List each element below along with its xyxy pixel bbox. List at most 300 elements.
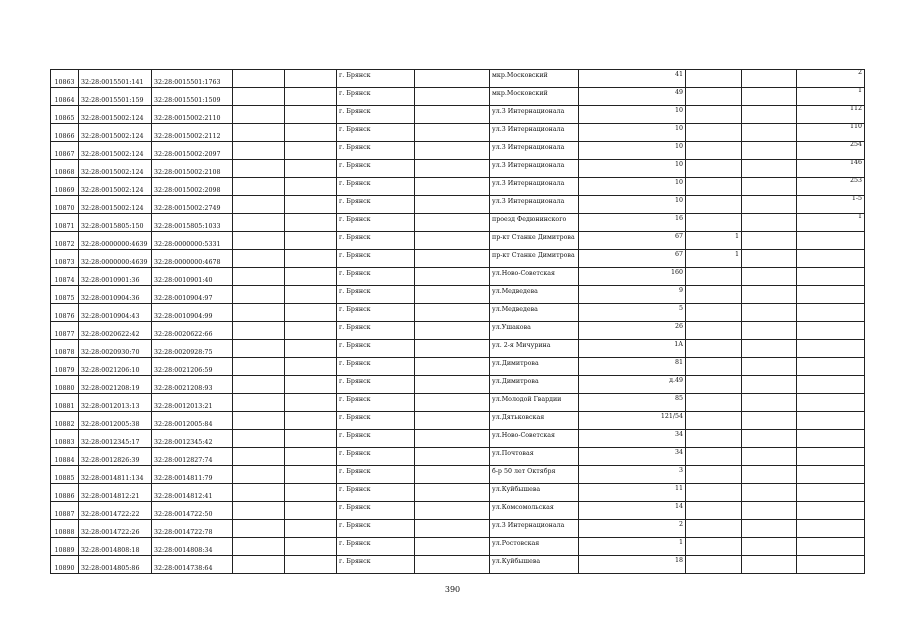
- table-row: [51, 268, 865, 286]
- cadastral-number-cell: [79, 124, 152, 142]
- house-cell: [579, 556, 686, 574]
- empty-cell: [285, 430, 337, 448]
- empty-cell: [233, 214, 285, 232]
- row-number-text: 10886: [54, 492, 75, 500]
- house-text: 10: [674, 142, 683, 150]
- empty-cell: [415, 538, 490, 556]
- object-cadastral-text: 32:28:0020622:66: [154, 330, 213, 338]
- cadastral-number-text: 32:28:0021206:10: [81, 366, 140, 374]
- town-text: г. Брянск: [339, 431, 371, 439]
- empty-cell: [415, 232, 490, 250]
- street-text: пр-кт Станке Димитрова: [492, 251, 575, 259]
- house-text: 9: [678, 286, 683, 294]
- street-cell: [490, 358, 579, 376]
- empty-cell: [742, 214, 797, 232]
- street-text: ул.3 Интернационала: [492, 143, 565, 151]
- cadastral-number-cell: [79, 430, 152, 448]
- object-cadastral-cell: [152, 502, 233, 520]
- apartment-cell: [797, 196, 865, 214]
- street-text: ул.3 Интернационала: [492, 521, 565, 529]
- empty-cell: [285, 520, 337, 538]
- object-cadastral-text: 32:28:0015002:2098: [154, 186, 221, 194]
- street-text: проезд Федюнинского: [492, 215, 567, 223]
- table-row: [51, 412, 865, 430]
- cadastral-number-cell: [79, 394, 152, 412]
- empty-cell: [233, 394, 285, 412]
- house-text: 11: [674, 484, 683, 492]
- table-row: [51, 358, 865, 376]
- cadastral-number-text: 32:28:0012826:39: [81, 456, 140, 464]
- building-text: 1: [734, 232, 739, 240]
- empty-cell: [233, 232, 285, 250]
- empty-cell: [233, 250, 285, 268]
- row-number-text: 10888: [54, 528, 75, 536]
- empty-cell: [415, 520, 490, 538]
- row-number-text: 10885: [54, 474, 75, 482]
- cadastral-number-text: 32:28:0012013:13: [81, 402, 140, 410]
- street-cell: [490, 232, 579, 250]
- empty-cell: [285, 196, 337, 214]
- apartment-cell: [797, 358, 865, 376]
- house-text: 10: [674, 178, 683, 186]
- empty-cell: [415, 394, 490, 412]
- row-number-cell: [51, 268, 79, 286]
- street-cell: [490, 520, 579, 538]
- cadastral-number-cell: [79, 502, 152, 520]
- empty-cell: [742, 70, 797, 88]
- cadastral-number-text: 32:28:0010904:43: [81, 312, 140, 320]
- object-cadastral-cell: [152, 376, 233, 394]
- cadastral-number-text: 32:28:0015002:124: [81, 150, 144, 158]
- town-text: г. Брянск: [339, 287, 371, 295]
- house-text: 16: [674, 214, 683, 222]
- street-text: ул.3 Интернационала: [492, 197, 565, 205]
- row-number-cell: [51, 160, 79, 178]
- object-cadastral-cell: [152, 160, 233, 178]
- cadastral-number-text: 32:28:0014808:18: [81, 546, 140, 554]
- empty-cell: [285, 340, 337, 358]
- house-cell: [579, 268, 686, 286]
- house-cell: [579, 520, 686, 538]
- table-row: [51, 556, 865, 574]
- empty-cell: [233, 484, 285, 502]
- street-text: ул.Ушакова: [492, 323, 531, 331]
- apartment-cell: [797, 340, 865, 358]
- town-text: г. Брянск: [339, 449, 371, 457]
- street-text: ул.Димитрова: [492, 377, 539, 385]
- town-cell: [337, 124, 415, 142]
- town-cell: [337, 376, 415, 394]
- empty-cell: [415, 142, 490, 160]
- table-row: [51, 214, 865, 232]
- building-cell: [686, 484, 742, 502]
- object-cadastral-text: 32:28:0014738:64: [154, 564, 213, 572]
- cadastral-number-text: 32:28:0010904:36: [81, 294, 140, 302]
- apartment-cell: [797, 142, 865, 160]
- table-row: [51, 322, 865, 340]
- house-cell: [579, 160, 686, 178]
- street-cell: [490, 502, 579, 520]
- row-number-cell: [51, 142, 79, 160]
- row-number-text: 10876: [54, 312, 75, 320]
- row-number-cell: [51, 412, 79, 430]
- table-row: [51, 232, 865, 250]
- empty-cell: [742, 412, 797, 430]
- object-cadastral-cell: [152, 286, 233, 304]
- town-cell: [337, 340, 415, 358]
- empty-cell: [285, 124, 337, 142]
- cadastral-number-cell: [79, 286, 152, 304]
- house-text: 2: [678, 520, 683, 528]
- street-cell: [490, 196, 579, 214]
- house-cell: [579, 106, 686, 124]
- row-number-cell: [51, 196, 79, 214]
- object-cadastral-cell: [152, 322, 233, 340]
- street-text: ул.3 Интернационала: [492, 125, 565, 133]
- empty-cell: [415, 160, 490, 178]
- object-cadastral-text: 32:28:0010904:99: [154, 312, 213, 320]
- house-text: 10: [674, 106, 683, 114]
- house-text: д.49: [669, 376, 683, 384]
- row-number-text: 10884: [54, 456, 75, 464]
- row-number-text: 10863: [54, 78, 75, 86]
- apartment-cell: [797, 430, 865, 448]
- empty-cell: [742, 322, 797, 340]
- object-cadastral-text: 32:28:0015002:2112: [154, 132, 221, 140]
- building-cell: [686, 214, 742, 232]
- cadastral-number-text: 32:28:0015002:124: [81, 186, 144, 194]
- cadastral-number-cell: [79, 196, 152, 214]
- empty-cell: [233, 412, 285, 430]
- cadastral-number-text: 32:28:0015002:124: [81, 168, 144, 176]
- building-cell: [686, 394, 742, 412]
- house-cell: [579, 304, 686, 322]
- empty-cell: [233, 322, 285, 340]
- cadastral-number-cell: [79, 304, 152, 322]
- cadastral-number-cell: [79, 340, 152, 358]
- street-cell: [490, 178, 579, 196]
- empty-cell: [233, 268, 285, 286]
- object-cadastral-cell: [152, 304, 233, 322]
- town-cell: [337, 304, 415, 322]
- apartment-cell: [797, 88, 865, 106]
- town-text: г. Брянск: [339, 521, 371, 529]
- empty-cell: [285, 448, 337, 466]
- object-cadastral-cell: [152, 484, 233, 502]
- cadastral-number-cell: [79, 538, 152, 556]
- house-cell: [579, 394, 686, 412]
- cadastral-number-text: 32:28:0014812:21: [81, 492, 140, 500]
- object-cadastral-cell: [152, 142, 233, 160]
- empty-cell: [285, 142, 337, 160]
- cadastral-number-cell: [79, 520, 152, 538]
- row-number-text: 10868: [54, 168, 75, 176]
- empty-cell: [415, 322, 490, 340]
- town-cell: [337, 466, 415, 484]
- object-cadastral-text: 32:28:0012345:42: [154, 438, 213, 446]
- empty-cell: [415, 70, 490, 88]
- object-cadastral-cell: [152, 196, 233, 214]
- table-row: [51, 502, 865, 520]
- row-number-text: 10881: [54, 402, 75, 410]
- empty-cell: [415, 556, 490, 574]
- table-row: [51, 394, 865, 412]
- apartment-text: 1: [857, 213, 862, 220]
- cadastral-number-text: 32:28:0015805:150: [81, 222, 144, 230]
- street-cell: [490, 106, 579, 124]
- apartment-cell: [797, 106, 865, 124]
- apartment-text: 1-5: [851, 195, 862, 202]
- object-cadastral-text: 32:28:0015501:1509: [154, 96, 221, 104]
- cadastral-number-cell: [79, 106, 152, 124]
- cadastral-number-text: 32:28:0010901:36: [81, 276, 140, 284]
- cadastral-number-text: 32:28:0012005:38: [81, 420, 140, 428]
- object-cadastral-cell: [152, 268, 233, 286]
- street-cell: [490, 268, 579, 286]
- apartment-text: 254: [849, 141, 862, 148]
- row-number-cell: [51, 250, 79, 268]
- object-cadastral-text: 32:28:0012013:21: [154, 402, 213, 410]
- street-text: ул.3 Интернационала: [492, 107, 565, 115]
- empty-cell: [415, 214, 490, 232]
- house-cell: [579, 412, 686, 430]
- apartment-cell: [797, 304, 865, 322]
- cadastral-number-cell: [79, 88, 152, 106]
- row-number-text: 10883: [54, 438, 75, 446]
- empty-cell: [285, 268, 337, 286]
- building-cell: [686, 160, 742, 178]
- empty-cell: [233, 142, 285, 160]
- cadastral-number-cell: [79, 484, 152, 502]
- street-text: ул. 2-я Мичурина: [492, 341, 551, 349]
- apartment-cell: [797, 556, 865, 574]
- row-number-cell: [51, 70, 79, 88]
- town-cell: [337, 196, 415, 214]
- empty-cell: [285, 556, 337, 574]
- town-cell: [337, 250, 415, 268]
- house-cell: [579, 340, 686, 358]
- object-cadastral-cell: [152, 394, 233, 412]
- object-cadastral-text: 32:28:0015002:2110: [154, 114, 221, 122]
- object-cadastral-text: 32:28:0015501:1763: [154, 78, 221, 86]
- empty-cell: [742, 196, 797, 214]
- street-cell: [490, 304, 579, 322]
- row-number-text: 10880: [54, 384, 75, 392]
- row-number-text: 10879: [54, 366, 75, 374]
- row-number-text: 10864: [54, 96, 75, 104]
- town-cell: [337, 214, 415, 232]
- town-cell: [337, 394, 415, 412]
- table-row: [51, 466, 865, 484]
- town-text: г. Брянск: [339, 269, 371, 277]
- row-number-cell: [51, 430, 79, 448]
- town-cell: [337, 178, 415, 196]
- house-cell: [579, 322, 686, 340]
- apartment-cell: [797, 214, 865, 232]
- object-cadastral-text: 32:28:0000000:5331: [154, 240, 221, 248]
- street-text: б-р 50 лет Октября: [492, 467, 556, 475]
- row-number-text: 10865: [54, 114, 75, 122]
- street-cell: [490, 88, 579, 106]
- object-cadastral-text: 32:28:0010901:40: [154, 276, 213, 284]
- object-cadastral-text: 32:28:0015002:2097: [154, 150, 221, 158]
- house-text: 1: [678, 538, 683, 546]
- empty-cell: [742, 178, 797, 196]
- empty-cell: [742, 106, 797, 124]
- empty-cell: [285, 394, 337, 412]
- street-cell: [490, 142, 579, 160]
- table-row: [51, 286, 865, 304]
- empty-cell: [415, 106, 490, 124]
- empty-cell: [285, 214, 337, 232]
- house-cell: [579, 124, 686, 142]
- empty-cell: [415, 358, 490, 376]
- town-cell: [337, 520, 415, 538]
- object-cadastral-cell: [152, 556, 233, 574]
- table-row: [51, 520, 865, 538]
- empty-cell: [285, 484, 337, 502]
- house-text: 85: [674, 394, 683, 402]
- empty-cell: [285, 286, 337, 304]
- house-text: 34: [674, 430, 683, 438]
- empty-cell: [285, 376, 337, 394]
- empty-cell: [233, 556, 285, 574]
- row-number-cell: [51, 88, 79, 106]
- empty-cell: [742, 88, 797, 106]
- cadastral-number-text: 32:28:0014805:86: [81, 564, 140, 572]
- object-cadastral-text: 32:28:0015805:1033: [154, 222, 221, 230]
- object-cadastral-cell: [152, 124, 233, 142]
- empty-cell: [285, 538, 337, 556]
- house-cell: [579, 142, 686, 160]
- town-cell: [337, 412, 415, 430]
- house-text: 10: [674, 160, 683, 168]
- house-cell: [579, 430, 686, 448]
- empty-cell: [285, 322, 337, 340]
- house-text: 26: [674, 322, 683, 330]
- town-cell: [337, 142, 415, 160]
- town-cell: [337, 232, 415, 250]
- object-cadastral-cell: [152, 178, 233, 196]
- town-text: г. Брянск: [339, 341, 371, 349]
- street-text: ул.Почтовая: [492, 449, 534, 457]
- street-text: ул.3 Интернационала: [492, 179, 565, 187]
- apartment-cell: [797, 448, 865, 466]
- object-cadastral-cell: [152, 358, 233, 376]
- row-number-text: 10890: [54, 564, 75, 572]
- table-row: [51, 70, 865, 88]
- house-text: 67: [674, 250, 683, 258]
- row-number-text: 10871: [54, 222, 75, 230]
- street-text: ул.Куйбышева: [492, 557, 541, 565]
- row-number-cell: [51, 556, 79, 574]
- empty-cell: [233, 196, 285, 214]
- row-number-text: 10882: [54, 420, 75, 428]
- object-cadastral-cell: [152, 430, 233, 448]
- table-row: [51, 304, 865, 322]
- row-number-cell: [51, 340, 79, 358]
- object-cadastral-cell: [152, 88, 233, 106]
- street-text: ул.Димитрова: [492, 359, 539, 367]
- object-cadastral-cell: [152, 520, 233, 538]
- row-number-text: 10887: [54, 510, 75, 518]
- cadastral-number-text: 32:28:0014722:22: [81, 510, 140, 518]
- apartment-cell: [797, 394, 865, 412]
- empty-cell: [233, 70, 285, 88]
- building-cell: [686, 322, 742, 340]
- empty-cell: [233, 430, 285, 448]
- apartment-cell: [797, 160, 865, 178]
- empty-cell: [742, 232, 797, 250]
- street-text: ул.Ростовская: [492, 539, 540, 547]
- empty-cell: [742, 142, 797, 160]
- house-cell: [579, 214, 686, 232]
- building-cell: [686, 124, 742, 142]
- empty-cell: [415, 268, 490, 286]
- house-cell: [579, 358, 686, 376]
- table-row: [51, 124, 865, 142]
- street-cell: [490, 70, 579, 88]
- empty-cell: [285, 178, 337, 196]
- house-text: 14: [674, 502, 683, 510]
- house-text: 121/54: [660, 412, 683, 420]
- cadastral-number-text: 32:28:0015501:159: [81, 96, 144, 104]
- house-cell: [579, 538, 686, 556]
- house-cell: [579, 286, 686, 304]
- street-text: ул.Ново-Советская: [492, 431, 556, 439]
- object-cadastral-text: 32:28:0015002:2749: [154, 204, 221, 212]
- object-cadastral-text: 32:28:0021208:93: [154, 384, 213, 392]
- apartment-cell: [797, 376, 865, 394]
- cadastral-number-cell: [79, 70, 152, 88]
- cadastral-number-cell: [79, 178, 152, 196]
- street-text: ул.Молодой Гвардии: [492, 395, 562, 403]
- empty-cell: [415, 502, 490, 520]
- empty-cell: [415, 196, 490, 214]
- street-cell: [490, 286, 579, 304]
- empty-cell: [285, 502, 337, 520]
- empty-cell: [742, 304, 797, 322]
- building-cell: [686, 466, 742, 484]
- row-number-cell: [51, 466, 79, 484]
- apartment-text: 112: [849, 105, 862, 112]
- object-cadastral-cell: [152, 250, 233, 268]
- street-text: мкр.Московский: [492, 71, 548, 79]
- object-cadastral-text: 32:28:0014722:50: [154, 510, 213, 518]
- house-text: 34: [674, 448, 683, 456]
- cadastral-number-text: 32:28:0021208:19: [81, 384, 140, 392]
- building-cell: [686, 376, 742, 394]
- row-number-cell: [51, 286, 79, 304]
- object-cadastral-text: 32:28:0012005:84: [154, 420, 213, 428]
- house-text: 1А: [674, 340, 683, 348]
- town-cell: [337, 70, 415, 88]
- empty-cell: [415, 448, 490, 466]
- cadastral-number-text: 32:28:0020930:70: [81, 348, 140, 356]
- empty-cell: [415, 124, 490, 142]
- town-text: г. Брянск: [339, 323, 371, 331]
- table-row: [51, 142, 865, 160]
- empty-cell: [233, 304, 285, 322]
- house-text: 10: [674, 124, 683, 132]
- object-cadastral-text: 32:28:0020928:75: [154, 348, 213, 356]
- town-text: г. Брянск: [339, 359, 371, 367]
- house-text: 10: [674, 196, 683, 204]
- town-text: г. Брянск: [339, 125, 371, 133]
- apartment-cell: [797, 286, 865, 304]
- building-cell: [686, 250, 742, 268]
- cadastral-number-text: 32:28:0000000:4639: [81, 240, 148, 248]
